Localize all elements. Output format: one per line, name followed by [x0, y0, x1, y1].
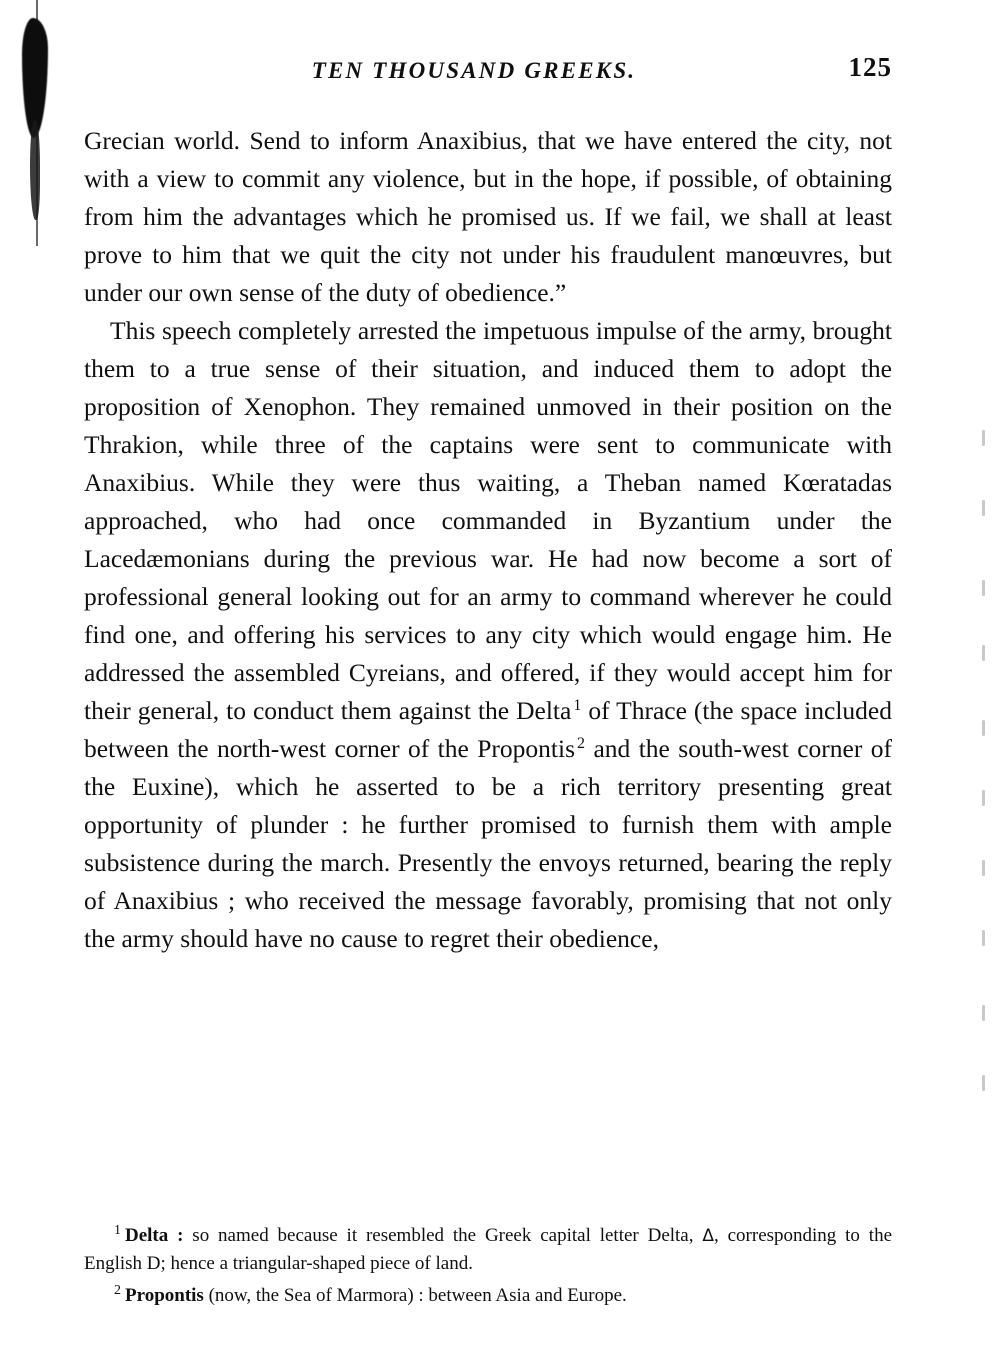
footnote-1-marker: 1	[114, 1222, 121, 1238]
footnote-1-text-before: so named because it resembled the Greek capital letter Delta,	[183, 1225, 703, 1246]
paragraph-2-part-2: of Thrace (the space included between the north-west corner of the Propontis	[84, 696, 892, 763]
paragraph-1: Grecian world. Send to inform Anaxibius, that we have entered the city, not with a view to commit any violence, but in the hope, if possible, of obtaining from him the advantages which he promised us. If we fail, we shall at least prove to him that we quit the city not under his fraudulent manœuvres, but under our own sense of the duty of obedience.”	[84, 126, 892, 307]
footnote-ref-2[interactable]: 2	[577, 734, 586, 752]
footnote-2-term: Propontis	[125, 1285, 204, 1306]
footnote-1	[84, 1222, 892, 1278]
body-text	[84, 122, 892, 958]
footnote-ref-1[interactable]: 1	[573, 696, 582, 714]
footnote-2-marker: 2	[114, 1282, 121, 1298]
running-head-title: TEN THOUSAND GREEKS.	[311, 58, 637, 83]
page-number: 125	[848, 52, 892, 82]
running-head	[84, 46, 892, 116]
footnote-1-text-after: , corresponding to the English D; hence a triangular-shaped piece of land.	[84, 1225, 892, 1274]
paragraph-2	[84, 312, 892, 958]
paragraph-2-part-1: This speech completely arrested the impetuous impulse of the army, brought them to a true sense of their situation, and induced them to adopt the proposition of Xenophon. They remained unmoved in their position on the Thrakion, while three of the captains were sent to communicate with Anaxibius. While they were thus waiting, a Theban named Kœratadas approached, who had once commanded in Byzantium under the Lacedæmonians during the previous war. He had now become a sort of professional general looking out for an army to command wherever he could find one, and offering his services to any city which would engage him. He addressed the assembled Cyreians, and offered, if they would accept him for their general, to conduct them against the Delta	[84, 316, 892, 725]
footnote-2	[84, 1282, 892, 1310]
footnote-2-text: (now, the Sea of Marmora) : between Asia and Europe.	[203, 1285, 627, 1306]
footnote-1-term: Delta :	[125, 1225, 184, 1246]
footnotes	[84, 1222, 892, 1314]
paragraph-2-part-3: and the south-west corner of the Euxine), which he asserted to be a rich territory presenting great opportunity of plunder : he further promised to furnish them with ample subsistence during the march. Presently the envoys returned, bearing the reply of Anaxibius ; who received the message favorably, promising that not only the army should have no cause to regret their obedience,	[84, 734, 893, 953]
greek-delta-symbol: Δ	[702, 1226, 714, 1246]
